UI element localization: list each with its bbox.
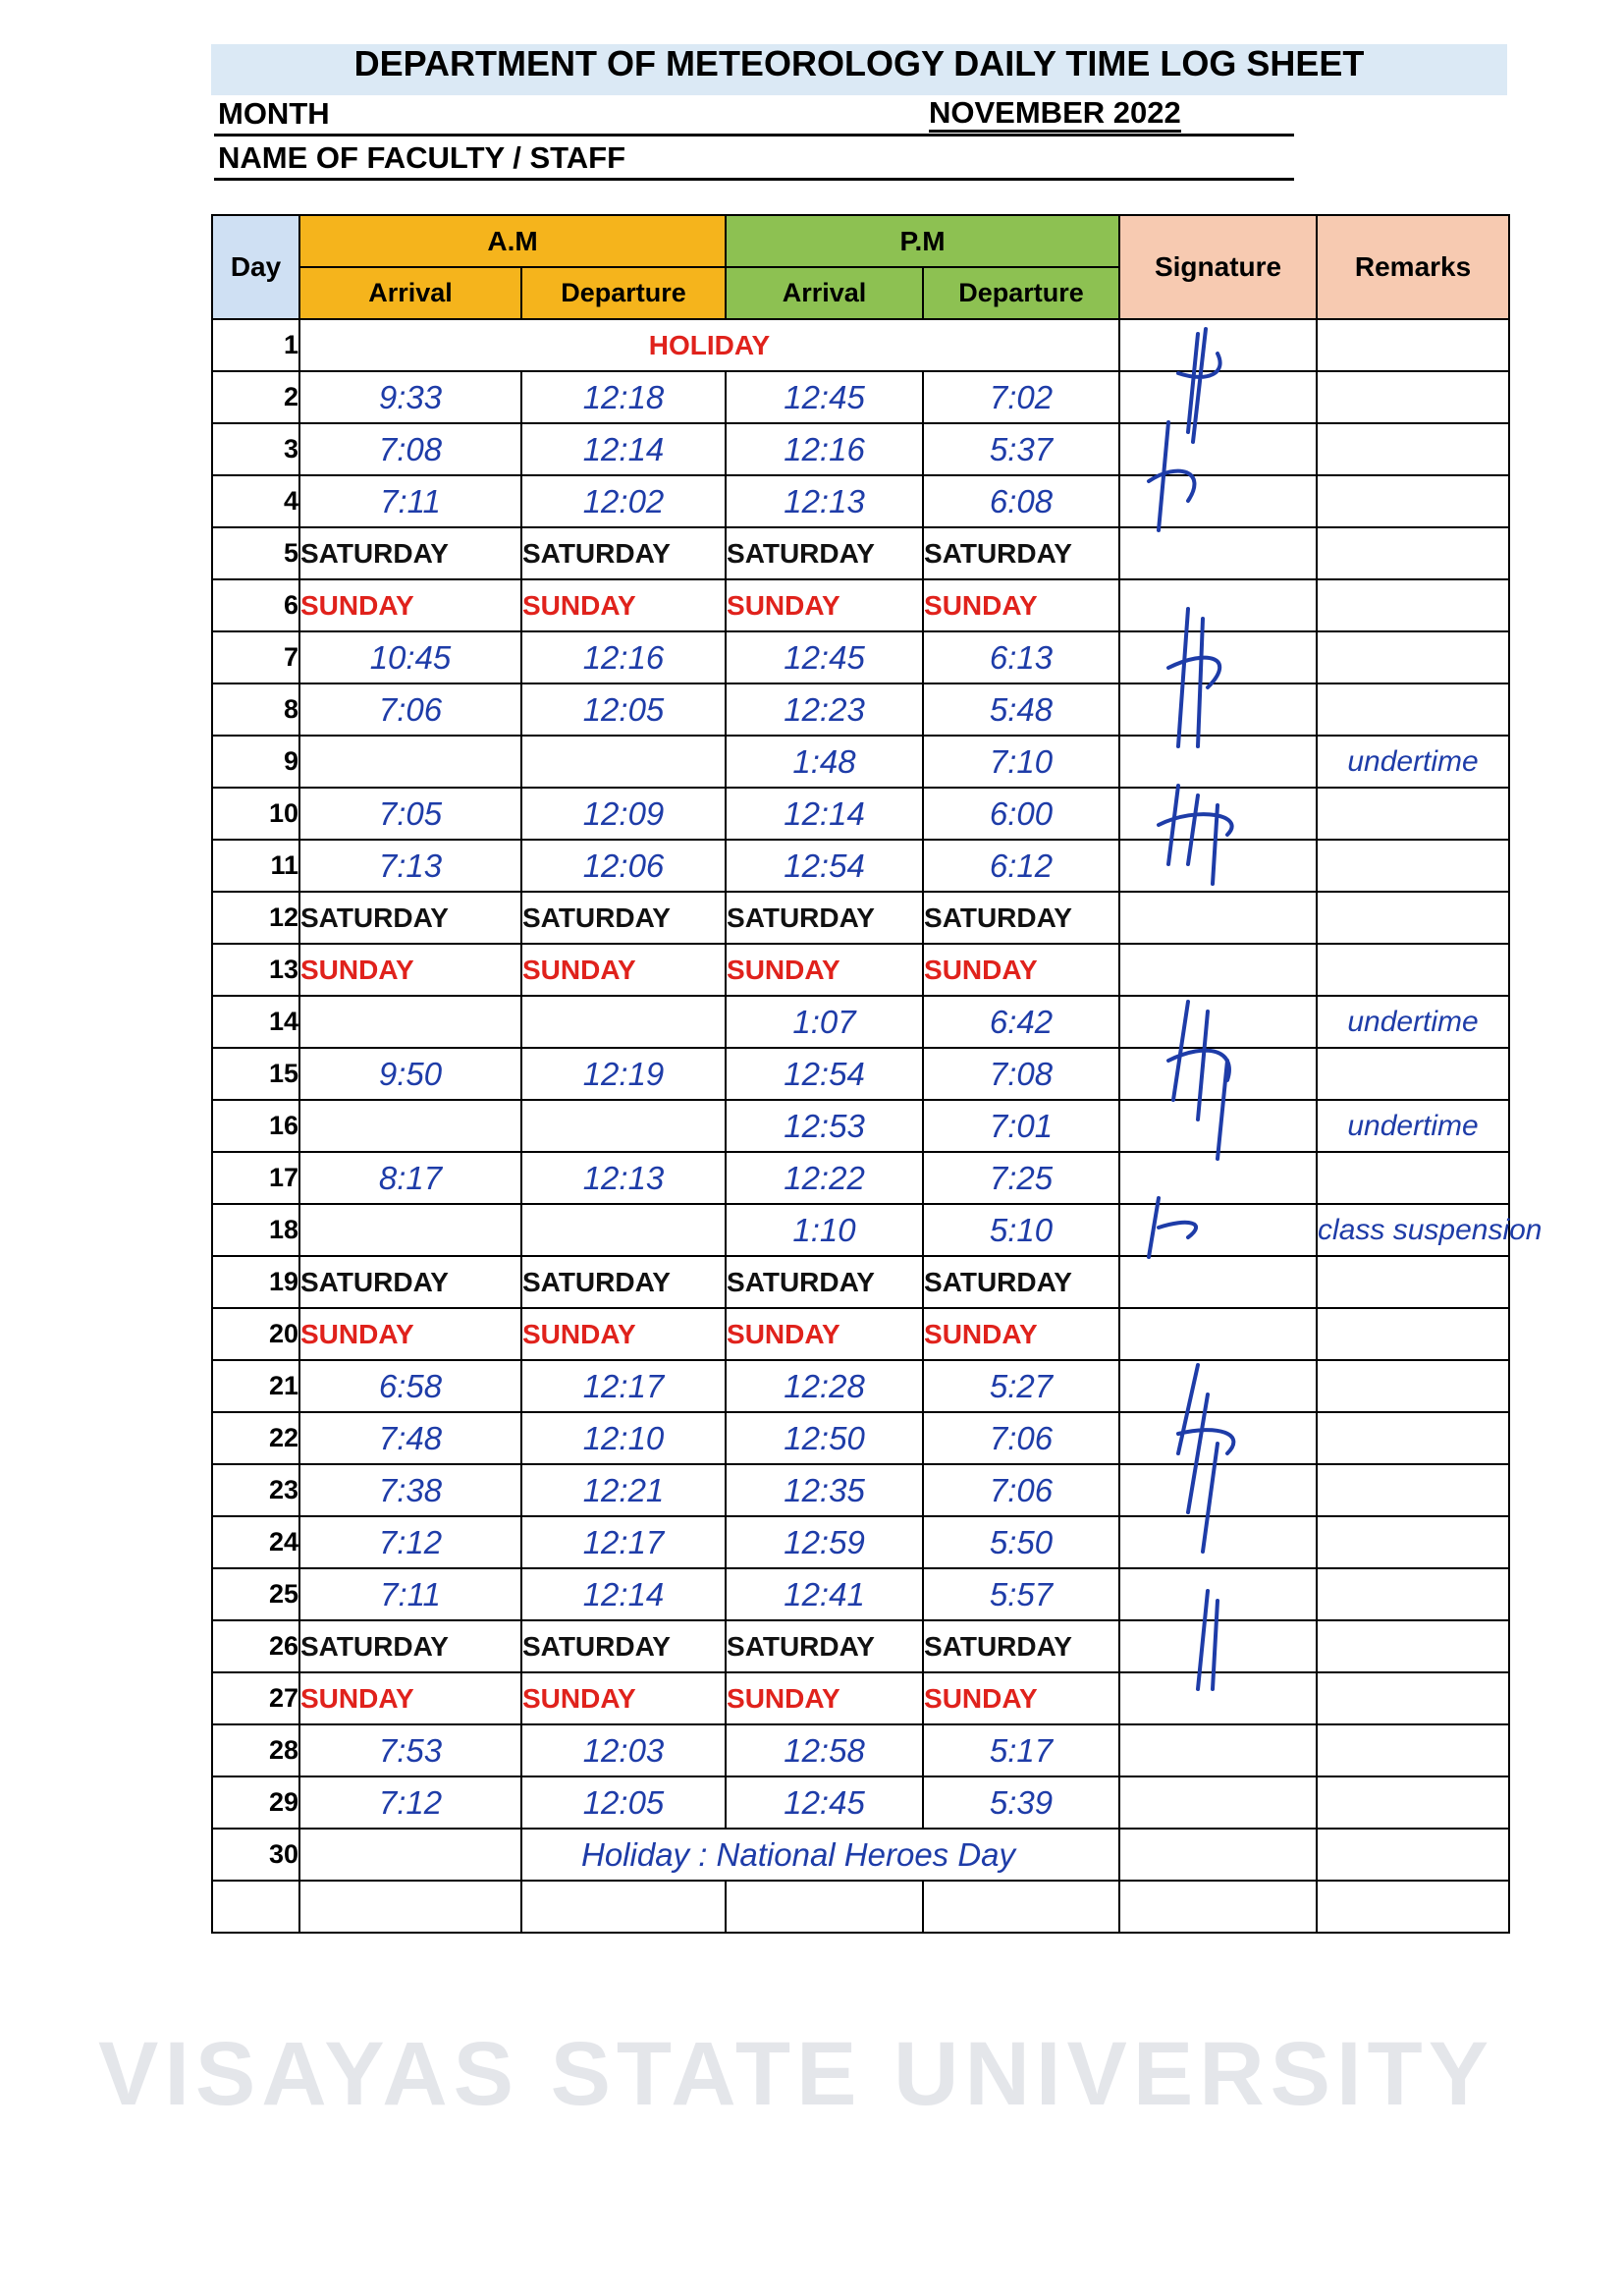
pm-arrival-time: 12:45 [726,1776,923,1829]
day-number: 23 [212,1464,299,1516]
day-number: 16 [212,1100,299,1152]
faculty-label: NAME OF FACULTY / STAFF [218,140,626,175]
day-number: 17 [212,1152,299,1204]
pm-departure-time: 6:12 [923,840,1119,892]
remarks-cell: class suspension [1317,1204,1509,1256]
am-arrival-time: 7:06 [299,683,521,736]
table-row [212,736,1509,788]
day-number [212,1881,299,1933]
day-number: 14 [212,996,299,1048]
signature-cell [1119,1308,1317,1360]
table-row [212,1204,1509,1256]
signature-cell [1119,1048,1317,1100]
pm-departure-time: 7:10 [923,736,1119,788]
table-row [212,1308,1509,1360]
pm-arrival-header: Arrival [726,267,923,319]
day-number: 22 [212,1412,299,1464]
signature-cell [1119,579,1317,631]
saturday-label: SATURDAY [726,892,923,944]
am-header: A.M [299,215,726,267]
sunday-label: SUNDAY [521,944,726,996]
signature-cell [1119,423,1317,475]
remarks-cell [1317,788,1509,840]
signature-cell [1119,1360,1317,1412]
table-row [212,579,1509,631]
am-arrival-time: 7:08 [299,423,521,475]
remarks-cell [1317,1360,1509,1412]
table-row [212,840,1509,892]
pm-departure-time: 5:17 [923,1724,1119,1776]
remarks-cell [1317,1568,1509,1620]
holiday-label: HOLIDAY [299,319,1119,371]
remarks-cell: undertime [1317,996,1509,1048]
sunday-label: SUNDAY [923,944,1119,996]
day-number: 28 [212,1724,299,1776]
remarks-cell [1317,1308,1509,1360]
pm-departure-time: 7:25 [923,1152,1119,1204]
table-row [212,1724,1509,1776]
table-row [212,1881,1509,1933]
am-departure-time: 12:02 [521,475,726,527]
am-arrival-cell [299,1829,521,1881]
day-number: 20 [212,1308,299,1360]
pm-departure-time: 5:10 [923,1204,1119,1256]
am-departure-time: 12:03 [521,1724,726,1776]
am-arrival-time: 6:58 [299,1360,521,1412]
remarks-cell [1317,1620,1509,1672]
empty-cell [1119,1881,1317,1933]
pm-header: P.M [726,215,1119,267]
table-row [212,1620,1509,1672]
am-arrival-time [299,736,521,788]
remarks-header: Remarks [1317,215,1509,319]
remarks-cell [1317,1152,1509,1204]
signature-cell [1119,1152,1317,1204]
am-arrival-time: 9:50 [299,1048,521,1100]
signature-cell [1119,840,1317,892]
am-departure-time: 12:14 [521,423,726,475]
am-departure-time: 12:10 [521,1412,726,1464]
table-row [212,319,1509,371]
am-arrival-time: 7:53 [299,1724,521,1776]
sunday-label: SUNDAY [726,1308,923,1360]
am-departure-time: 12:18 [521,371,726,423]
pm-arrival-time: 12:22 [726,1152,923,1204]
remarks-cell [1317,1048,1509,1100]
empty-cell [923,1881,1119,1933]
pm-arrival-time: 12:53 [726,1100,923,1152]
remarks-cell [1317,892,1509,944]
remarks-cell [1317,1256,1509,1308]
sunday-label: SUNDAY [923,579,1119,631]
sunday-label: SUNDAY [923,1308,1119,1360]
remarks-cell [1317,631,1509,683]
am-departure-time [521,996,726,1048]
empty-cell [299,1881,521,1933]
pm-arrival-time: 12:23 [726,683,923,736]
am-arrival-time [299,1100,521,1152]
remarks-cell [1317,840,1509,892]
pm-arrival-time: 12:35 [726,1464,923,1516]
table-row [212,1048,1509,1100]
sunday-label: SUNDAY [299,944,521,996]
remarks-cell [1317,579,1509,631]
pm-arrival-time: 12:59 [726,1516,923,1568]
remarks-cell [1317,1776,1509,1829]
signature-cell [1119,1256,1317,1308]
remarks-cell [1317,944,1509,996]
pm-arrival-time: 12:58 [726,1724,923,1776]
remarks-cell [1317,319,1509,371]
remarks-cell [1317,683,1509,736]
am-departure-time: 12:19 [521,1048,726,1100]
day-number: 26 [212,1620,299,1672]
pm-departure-time: 6:08 [923,475,1119,527]
pm-departure-time: 7:01 [923,1100,1119,1152]
table-row [212,1568,1509,1620]
day-number: 30 [212,1829,299,1881]
day-number: 27 [212,1672,299,1724]
sunday-label: SUNDAY [521,1672,726,1724]
pm-departure-time: 5:39 [923,1776,1119,1829]
signature-cell [1119,1100,1317,1152]
saturday-label: SATURDAY [521,1256,726,1308]
sunday-label: SUNDAY [299,579,521,631]
pm-departure-time: 6:13 [923,631,1119,683]
saturday-label: SATURDAY [923,1620,1119,1672]
remarks-cell [1317,1724,1509,1776]
table-row [212,683,1509,736]
signature-cell [1119,892,1317,944]
remarks-cell [1317,1412,1509,1464]
pm-arrival-time: 12:54 [726,840,923,892]
holiday-note: Holiday : National Heroes Day [521,1829,1119,1881]
am-departure-header: Departure [521,267,726,319]
signature-cell [1119,1829,1317,1881]
table-row [212,944,1509,996]
page-title: DEPARTMENT OF METEOROLOGY DAILY TIME LOG SHEET [353,43,1365,83]
saturday-label: SATURDAY [299,527,521,579]
table-row [212,1672,1509,1724]
table-row [212,996,1509,1048]
month-underline [214,134,1294,137]
saturday-label: SATURDAY [521,1620,726,1672]
am-departure-time: 12:17 [521,1360,726,1412]
pm-departure-time: 5:37 [923,423,1119,475]
sunday-label: SUNDAY [726,1672,923,1724]
table-row [212,475,1509,527]
am-departure-time [521,1100,726,1152]
am-arrival-time: 7:38 [299,1464,521,1516]
pm-departure-header: Departure [923,267,1119,319]
table-row [212,371,1509,423]
pm-arrival-time: 12:16 [726,423,923,475]
saturday-label: SATURDAY [299,1256,521,1308]
day-number: 9 [212,736,299,788]
saturday-label: SATURDAY [726,1620,923,1672]
saturday-label: SATURDAY [923,527,1119,579]
signature-cell [1119,1204,1317,1256]
signature-cell [1119,736,1317,788]
am-arrival-time: 10:45 [299,631,521,683]
table-row [212,1829,1509,1881]
pm-arrival-time: 12:13 [726,475,923,527]
signature-cell [1119,1620,1317,1672]
am-departure-time: 12:14 [521,1568,726,1620]
day-number: 3 [212,423,299,475]
remarks-cell [1317,475,1509,527]
pm-arrival-time: 1:10 [726,1204,923,1256]
day-number: 24 [212,1516,299,1568]
am-arrival-time: 7:12 [299,1776,521,1829]
empty-cell [521,1881,726,1933]
time-log-table [211,214,1543,1934]
remarks-cell [1317,1829,1509,1881]
table-row [212,1412,1509,1464]
day-number: 10 [212,788,299,840]
signature-cell [1119,788,1317,840]
sunday-label: SUNDAY [726,579,923,631]
log-body [212,319,1543,1933]
day-number: 11 [212,840,299,892]
remarks-cell [1317,1464,1509,1516]
am-departure-time: 12:21 [521,1464,726,1516]
day-number: 5 [212,527,299,579]
table-row [212,892,1509,944]
day-number: 8 [212,683,299,736]
am-departure-time: 12:17 [521,1516,726,1568]
sunday-label: SUNDAY [299,1672,521,1724]
am-departure-time: 12:09 [521,788,726,840]
day-number: 15 [212,1048,299,1100]
faculty-underline [214,178,1294,181]
signature-cell [1119,1568,1317,1620]
signature-cell [1119,996,1317,1048]
pm-departure-time: 5:57 [923,1568,1119,1620]
am-departure-time: 12:05 [521,1776,726,1829]
table-row [212,527,1509,579]
signature-cell [1119,1516,1317,1568]
day-number: 6 [212,579,299,631]
saturday-label: SATURDAY [299,892,521,944]
sunday-label: SUNDAY [726,944,923,996]
day-number: 18 [212,1204,299,1256]
am-arrival-time: 7:11 [299,1568,521,1620]
table-row [212,1464,1509,1516]
am-arrival-header: Arrival [299,267,521,319]
signature-cell [1119,527,1317,579]
pm-departure-time: 7:06 [923,1464,1119,1516]
day-number: 12 [212,892,299,944]
pm-arrival-time: 12:41 [726,1568,923,1620]
day-number: 29 [212,1776,299,1829]
pm-arrival-time: 12:50 [726,1412,923,1464]
signature-cell [1119,631,1317,683]
pm-departure-time: 7:06 [923,1412,1119,1464]
signature-cell [1119,1672,1317,1724]
remarks-cell [1317,371,1509,423]
am-arrival-time: 8:17 [299,1152,521,1204]
am-departure-time [521,736,726,788]
pm-arrival-time: 12:45 [726,371,923,423]
pm-departure-time: 7:02 [923,371,1119,423]
day-number: 7 [212,631,299,683]
table-row [212,423,1509,475]
pm-departure-time: 5:27 [923,1360,1119,1412]
day-number: 4 [212,475,299,527]
sunday-label: SUNDAY [923,1672,1119,1724]
pm-departure-time: 7:08 [923,1048,1119,1100]
remarks-cell: undertime [1317,1100,1509,1152]
pm-arrival-time: 1:07 [726,996,923,1048]
remarks-cell [1317,423,1509,475]
table-row [212,1100,1509,1152]
am-arrival-time: 7:11 [299,475,521,527]
signature-header: Signature [1119,215,1317,319]
day-number: 21 [212,1360,299,1412]
day-number: 2 [212,371,299,423]
signature-cell [1119,475,1317,527]
am-arrival-time: 9:33 [299,371,521,423]
table-row [212,1256,1509,1308]
remarks-cell [1317,527,1509,579]
pm-arrival-time: 12:14 [726,788,923,840]
pm-arrival-time: 12:45 [726,631,923,683]
day-number: 25 [212,1568,299,1620]
saturday-label: SATURDAY [521,892,726,944]
am-arrival-time: 7:48 [299,1412,521,1464]
month-value: NOVEMBER 2022 [929,96,1181,133]
saturday-label: SATURDAY [923,892,1119,944]
am-arrival-time: 7:13 [299,840,521,892]
am-arrival-time: 7:05 [299,788,521,840]
day-number: 19 [212,1256,299,1308]
am-departure-time: 12:16 [521,631,726,683]
day-number: 13 [212,944,299,996]
table-row [212,1776,1509,1829]
remarks-cell [1317,1672,1509,1724]
table-row [212,1516,1509,1568]
month-label: MONTH [218,96,330,131]
am-departure-time: 12:06 [521,840,726,892]
signature-cell [1119,371,1317,423]
signature-cell [1119,1464,1317,1516]
signature-cell [1119,1412,1317,1464]
signature-cell [1119,1724,1317,1776]
pm-departure-time: 6:00 [923,788,1119,840]
pm-departure-time: 5:50 [923,1516,1119,1568]
day-header: Day [212,215,299,319]
remarks-cell [1317,1516,1509,1568]
am-arrival-time: 7:12 [299,1516,521,1568]
saturday-label: SATURDAY [923,1256,1119,1308]
sunday-label: SUNDAY [521,1308,726,1360]
table-row [212,1360,1509,1412]
pm-arrival-time: 12:54 [726,1048,923,1100]
day-number: 1 [212,319,299,371]
pm-departure-time: 6:42 [923,996,1119,1048]
signature-cell [1119,683,1317,736]
watermark: VISAYAS STATE UNIVERSITY [98,2024,1495,2124]
pm-departure-time: 5:48 [923,683,1119,736]
saturday-label: SATURDAY [521,527,726,579]
table-row [212,788,1509,840]
saturday-label: SATURDAY [726,1256,923,1308]
pm-arrival-time: 12:28 [726,1360,923,1412]
signature-cell [1119,1776,1317,1829]
pm-arrival-time: 1:48 [726,736,923,788]
empty-cell [1317,1881,1509,1933]
saturday-label: SATURDAY [726,527,923,579]
signature-cell [1119,944,1317,996]
empty-cell [726,1881,923,1933]
am-departure-time [521,1204,726,1256]
table-row [212,631,1509,683]
table-row [212,1152,1509,1204]
am-arrival-time [299,1204,521,1256]
sunday-label: SUNDAY [521,579,726,631]
am-arrival-time [299,996,521,1048]
signature-cell [1119,319,1317,371]
sunday-label: SUNDAY [299,1308,521,1360]
remarks-cell: undertime [1317,736,1509,788]
am-departure-time: 12:05 [521,683,726,736]
saturday-label: SATURDAY [299,1620,521,1672]
am-departure-time: 12:13 [521,1152,726,1204]
